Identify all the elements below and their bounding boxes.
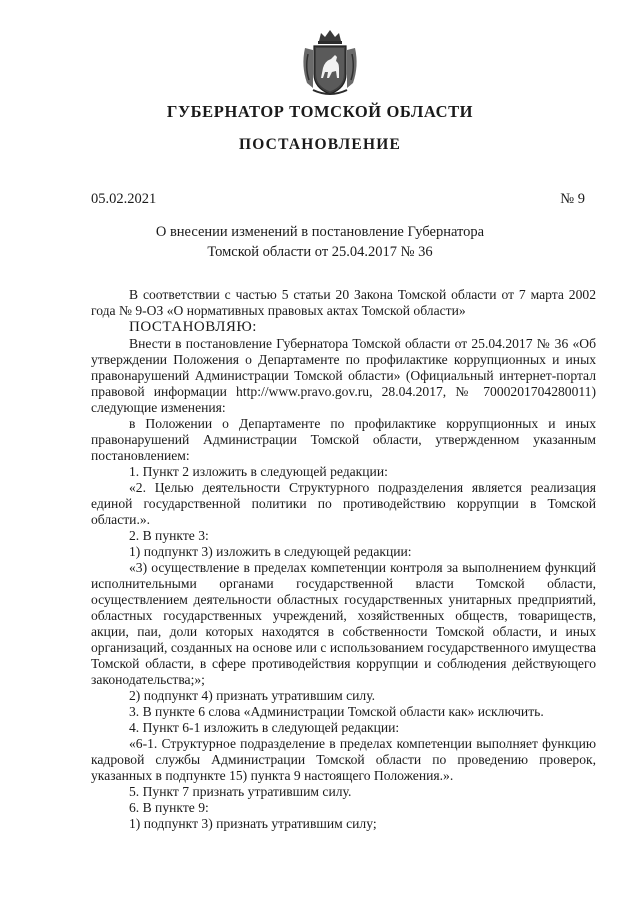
paragraph: 6. В пункте 9: — [129, 800, 209, 815]
coat-of-arms-icon — [299, 28, 361, 98]
paragraph: 4. Пункт 6-1 изложить в следующей редакции: — [129, 720, 400, 735]
paragraph: «3) осуществление в пределах компетенции контроля за выполнением функций исполнительными органами государственной власти Томской области, осуществлением деятельности областных государственных унитарных предприятий, областных государственных учреждений, хозяйственных обществ, товариществ, акции, паи, доли которых находятся в собственности Томской области, и иных организаций, созданных на основе или с использованием государственного имущества Томской области, в сфере противодействия коррупции и соблюдения действующего законодательства;»; — [91, 560, 596, 687]
paragraph: 1. Пункт 2 изложить в следующей редакции: — [129, 464, 388, 479]
paragraph: 5. Пункт 7 признать утратившим силу. — [129, 784, 352, 799]
paragraph: в Положении о Департаменте по профилактике коррупционных и иных правонарушений Администрации Томской области, утвержденном указанным постановлением: — [91, 416, 596, 463]
title-line: О внесении изменений в постановление Губернатора — [155, 224, 485, 240]
decree-word: ПОСТАНОВЛЯЮ: — [129, 319, 257, 335]
paragraph: 2) подпункт 4) признать утратившим силу. — [129, 688, 376, 703]
paragraph: 2. В пункте 3: — [129, 528, 209, 543]
document-number: № 9 — [560, 191, 585, 207]
paragraph: «6-1. Структурное подразделение в пределах компетенции выполняет функцию кадровой службы Администрации Томской области по проведению проверок, указанных в подпункте 15) пункта 9 настоящего Положения.». — [91, 736, 596, 783]
paragraph: Внести в постановление Губернатора Томской области от 25.04.2017 № 36 «Об утверждении Положения о Департаменте по профилактике коррупционных и иных правонарушений Администрации Томской области» (Официальный интернет-портал правовой информации http://www.pravo.gov.ru, 28.04.2017, № 7000201704280011) следующие изменения: — [91, 336, 596, 415]
paragraph: В соответствии с частью 5 статьи 20 Закона Томской области от 7 марта 2002 года № 9-ОЗ «О нормативных правовых актах Томской области» — [91, 287, 596, 318]
paragraph: 1) подпункт 3) изложить в следующей редакции: — [129, 544, 412, 559]
document-type: ПОСТАНОВЛЕНИЕ — [238, 136, 402, 153]
paragraph: «2. Целью деятельности Структурного подразделения является реализация единой государственной политики по противодействию коррупции в Томской области.». — [91, 480, 596, 527]
paragraph: 3. В пункте 6 слова «Администрации Томской области как» исключить. — [129, 704, 544, 719]
document-date: 05.02.2021 — [91, 191, 157, 207]
title-line: Томской области от 25.04.2017 № 36 — [207, 244, 433, 260]
organization-title: ГУБЕРНАТОР ТОМСКОЙ ОБЛАСТИ — [166, 102, 474, 121]
paragraph: 1) подпункт 3) признать утратившим силу; — [129, 816, 377, 831]
document-body — [91, 287, 596, 832]
document-title — [0, 222, 640, 262]
